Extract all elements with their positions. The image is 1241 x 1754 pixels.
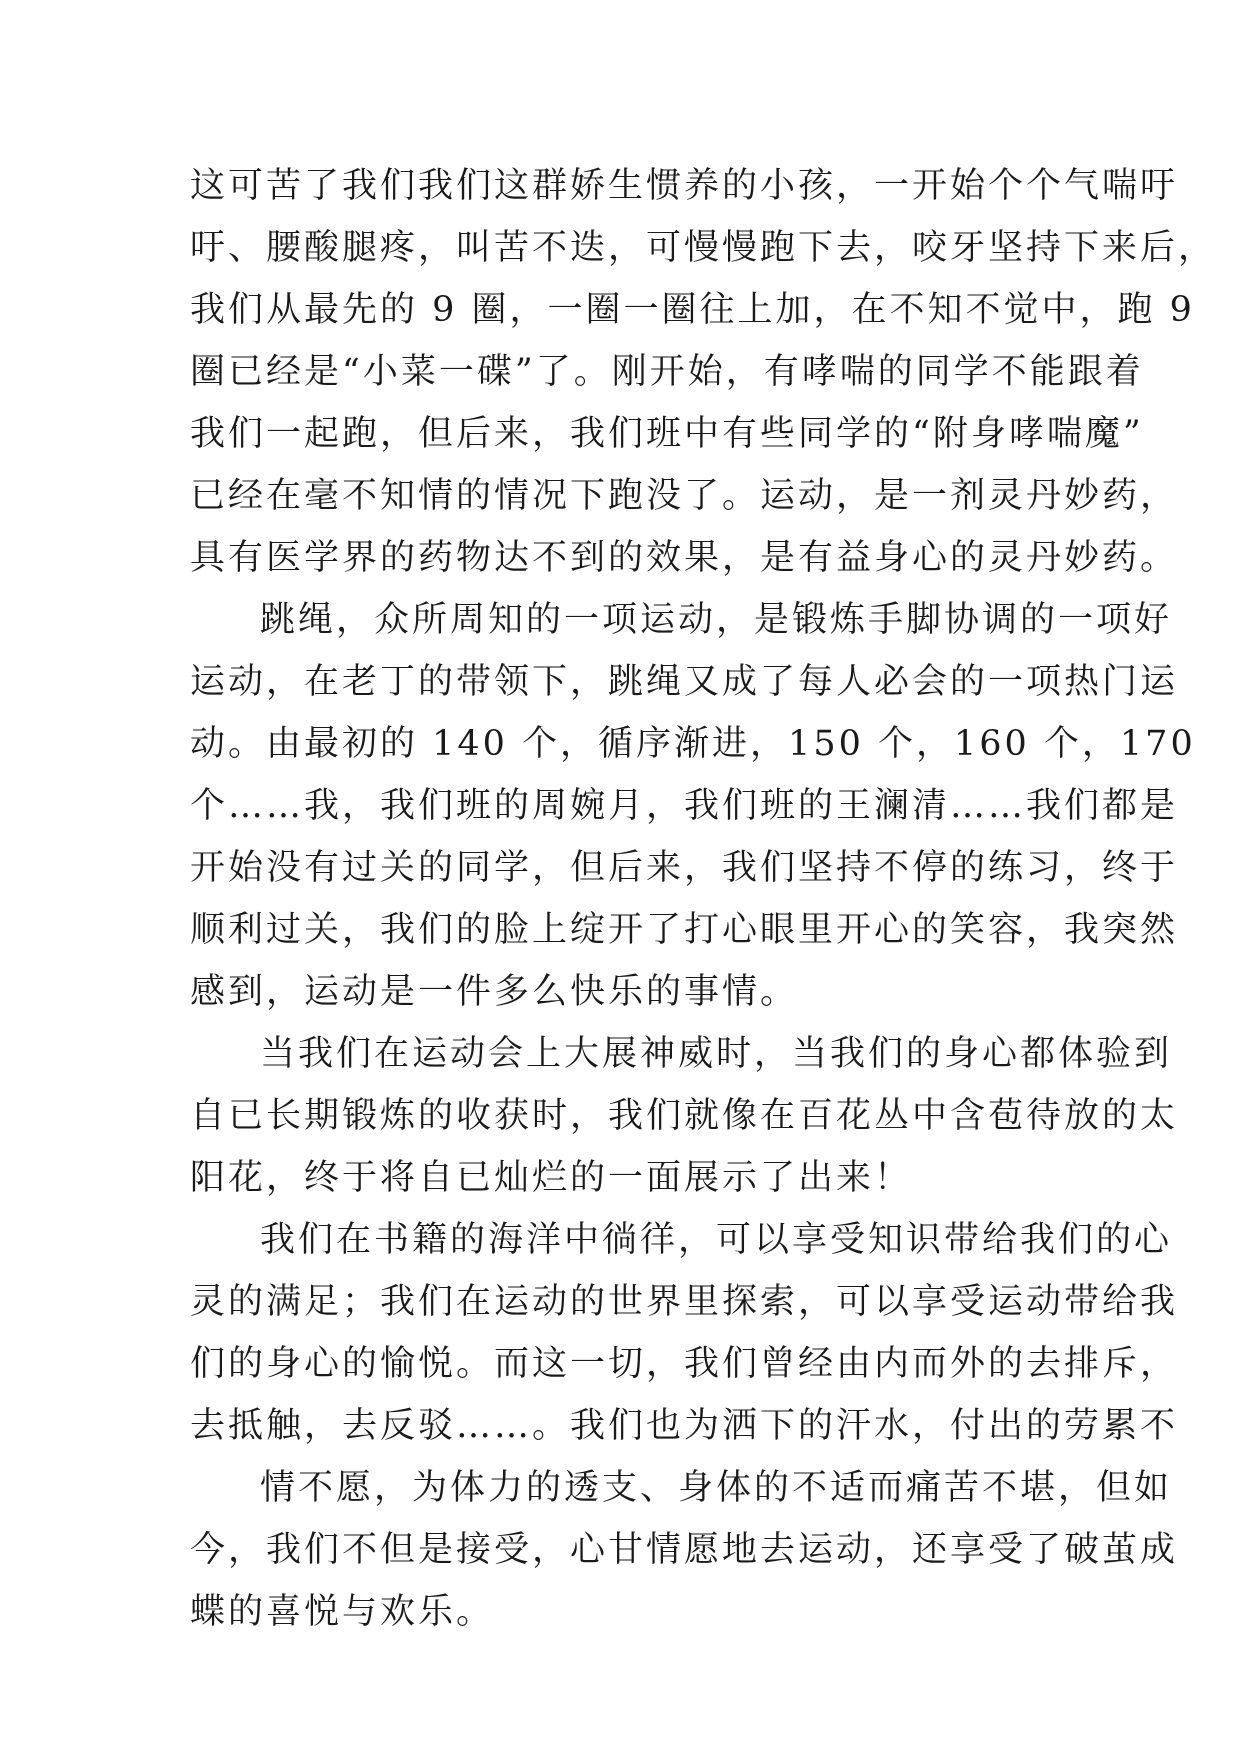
- text-line: 已经在毫不知情的情况下跑没了。运动，是一剂灵丹妙药，: [190, 476, 1179, 516]
- text-line: 圈已经是“小菜一碟”了。刚开始，有哮喘的同学不能跟着: [190, 352, 1144, 392]
- text-line: 顺利过关，我们的脸上绽开了打心眼里开心的笑容，我突然: [190, 910, 1179, 950]
- text-line: 我们从最先的 9 圈，一圈一圈往上加，在不知不觉中，跑 9: [190, 290, 1195, 330]
- body-text: [190, 155, 1217, 1643]
- text-line: 灵的满足；我们在运动的世界里探索，可以享受运动带给我: [190, 1282, 1179, 1322]
- paragraph-first-line: 当我们在运动会上大展神威时，当我们的身心都体验到: [260, 1034, 1173, 1074]
- text-line: 去抵触，去反驳……。我们也为洒下的汗水，付出的劳累不: [190, 1406, 1179, 1446]
- text-line: 感到，运动是一件多么快乐的事情。: [190, 972, 799, 1012]
- paragraph-first-line: 我们在书籍的海洋中徜徉，可以享受知识带给我们的心: [260, 1220, 1173, 1260]
- paragraph-first-line: 跳绳，众所周知的一项运动，是锻炼手脚协调的一项好: [260, 600, 1173, 640]
- text-line: 今，我们不但是接受，心甘情愿地去运动，还享受了破茧成: [190, 1530, 1179, 1570]
- text-line: 具有医学界的药物达不到的效果，是有益身心的灵丹妙药。: [190, 538, 1179, 578]
- text-line: 阳花，终于将自已灿烂的一面展示了出来！: [190, 1158, 913, 1198]
- text-line: 运动，在老丁的带领下，跳绳又成了每人必会的一项热门运: [190, 662, 1179, 702]
- text-line: 动。由最初的 140 个，循序渐进，150 个，160 个，170: [190, 724, 1196, 764]
- text-line: 蝶的喜悦与欢乐。: [190, 1592, 495, 1632]
- text-line: 个……我，我们班的周婉月，我们班的王澜清……我们都是: [190, 786, 1179, 826]
- paragraph-first-line: 情不愿，为体力的透支、身体的不适而痛苦不堪，但如: [260, 1468, 1173, 1508]
- text-line: 我们一起跑，但后来，我们班中有些同学的“附身哮喘魔”: [190, 414, 1144, 454]
- text-line: 开始没有过关的同学，但后来，我们坚持不停的练习，终于: [190, 848, 1179, 888]
- text-line: 吁、腰酸腿疼，叫苦不迭，可慢慢跑下去，咬牙坚持下来后，: [190, 228, 1217, 268]
- text-line: 这可苦了我们我们这群娇生惯养的小孩，一开始个个气喘吁: [190, 166, 1179, 206]
- text-line: 们的身心的愉悦。而这一切，我们曾经由内而外的去排斥，: [190, 1344, 1179, 1384]
- text-line: 自已长期锻炼的收获时，我们就像在百花丛中含苞待放的太: [190, 1096, 1179, 1136]
